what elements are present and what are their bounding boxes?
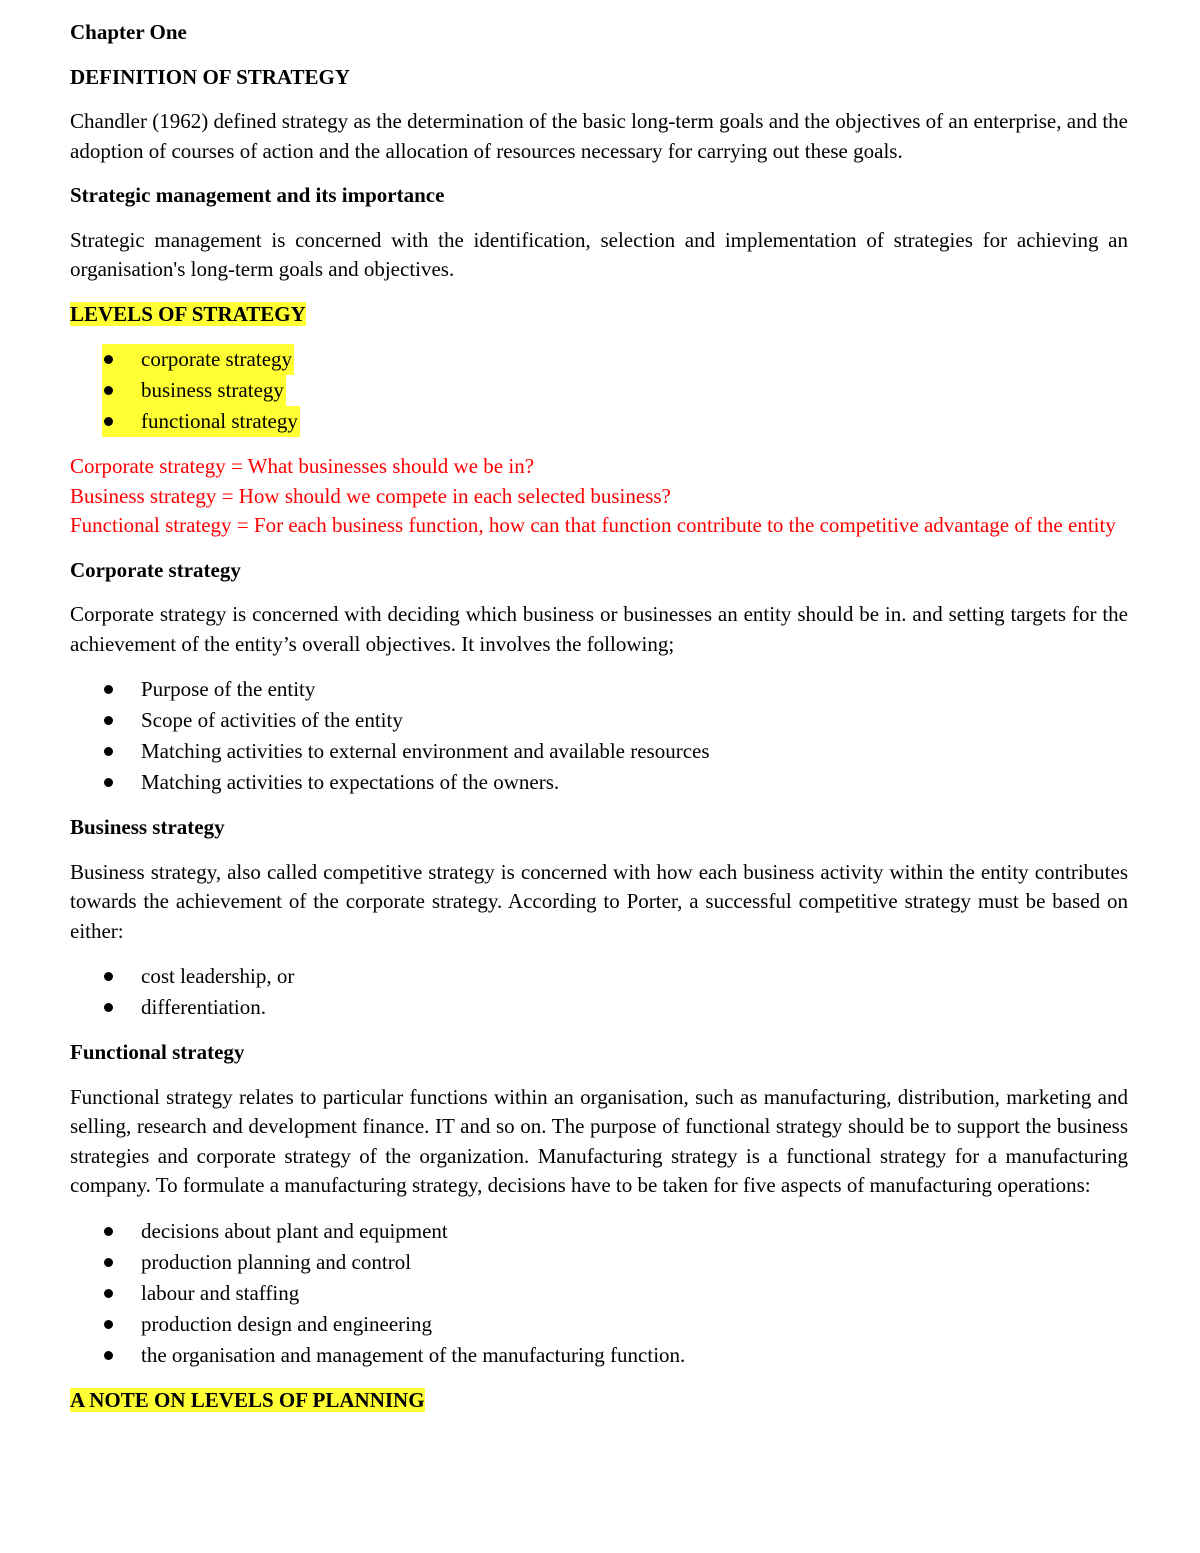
list-item: corporate strategy	[70, 344, 1128, 375]
list-item: the organisation and management of the manufacturing function.	[70, 1340, 1128, 1371]
planning-note-heading	[70, 1386, 1128, 1416]
levels-list	[70, 344, 1128, 437]
list-item: production planning and control	[70, 1247, 1128, 1278]
list-item: decisions about plant and equipment	[70, 1216, 1128, 1247]
red-notes	[70, 452, 1128, 541]
levels-heading-text: LEVELS OF STRATEGY	[70, 301, 306, 326]
corporate-text: Corporate strategy is concerned with deciding which business or businesses an entity should be in. and setting targets for the achievement of the entity’s overall objectives. It involves the following;	[70, 602, 1128, 656]
definition-heading: DEFINITION OF STRATEGY	[70, 64, 351, 89]
functional-heading: Functional strategy	[70, 1040, 245, 1064]
red-note-corporate: Corporate strategy = What businesses should we be in?	[70, 454, 535, 478]
bullet-icon	[104, 685, 113, 694]
list-item: business strategy	[70, 375, 1128, 406]
functional-list	[70, 1216, 1128, 1371]
list-item: differentiation.	[70, 992, 1128, 1023]
list-item: cost leadership, or	[70, 961, 1128, 992]
bullet-icon	[104, 778, 113, 787]
bullet-icon	[104, 972, 113, 981]
bullet-icon	[104, 1258, 113, 1267]
red-note-functional: Functional strategy = For each business function, how can that function contribute to the competitive advantage of the entity	[70, 513, 1116, 537]
functional-text: Functional strategy relates to particular functions within an organisation, such as manufacturing, distribution, marketing and selling, research and development finance. IT and so on. The purpose of functional strategy should be to support the business strategies and corporate strategy of the organization. Manufacturing strategy is a functional strategy for a manufacturing company. To formulate a manufacturing strategy, decisions have to be taken for five aspects of manufacturing operations:	[70, 1084, 1128, 1197]
strategic-management-heading: Strategic management and its importance	[70, 183, 445, 207]
bullet-icon	[104, 1227, 113, 1236]
bullet-icon	[104, 1351, 113, 1360]
red-note-business: Business strategy = How should we compete in each selected business?	[70, 483, 671, 508]
bullet-icon	[104, 747, 113, 756]
business-heading: Business strategy	[70, 815, 225, 839]
strategic-management-text: Strategic management is concerned with the identification, selection and implementation of strategies for achieving an organisation's long-term goals and objectives.	[70, 227, 1128, 281]
list-item: Matching activities to expectations of the owners.	[70, 767, 1128, 798]
bullet-icon	[104, 386, 113, 395]
business-list	[70, 961, 1128, 1023]
list-item: functional strategy	[70, 406, 1128, 437]
business-text: Business strategy, also called competitive strategy is concerned with how each business activity within the entity contributes towards the achievement of the corporate strategy. According to Porter, a successful competitive strategy must be based on either:	[70, 859, 1128, 943]
bullet-icon	[104, 1320, 113, 1329]
corporate-heading: Corporate strategy	[70, 557, 241, 582]
chapter-title: Chapter One	[70, 20, 187, 44]
bullet-icon	[104, 716, 113, 725]
levels-heading	[70, 300, 1128, 330]
list-item: Purpose of the entity	[70, 674, 1128, 705]
bullet-icon	[104, 1003, 113, 1012]
list-item: production design and engineering	[70, 1309, 1128, 1340]
list-item: labour and staffing	[70, 1278, 1128, 1309]
bullet-icon	[104, 355, 113, 364]
definition-text: Chandler (1962) defined strategy as the determination of the basic long-term goals and the objectives of an enterprise, and the adoption of courses of action and the allocation of resources necessary for carrying out these goals.	[70, 109, 1128, 163]
corporate-list	[70, 674, 1128, 798]
list-item: Scope of activities of the entity	[70, 705, 1128, 736]
planning-note-heading-text: A NOTE ON LEVELS OF PLANNING	[70, 1387, 425, 1412]
list-item: Matching activities to external environment and available resources	[70, 736, 1128, 767]
bullet-icon	[104, 417, 113, 426]
bullet-icon	[104, 1289, 113, 1298]
